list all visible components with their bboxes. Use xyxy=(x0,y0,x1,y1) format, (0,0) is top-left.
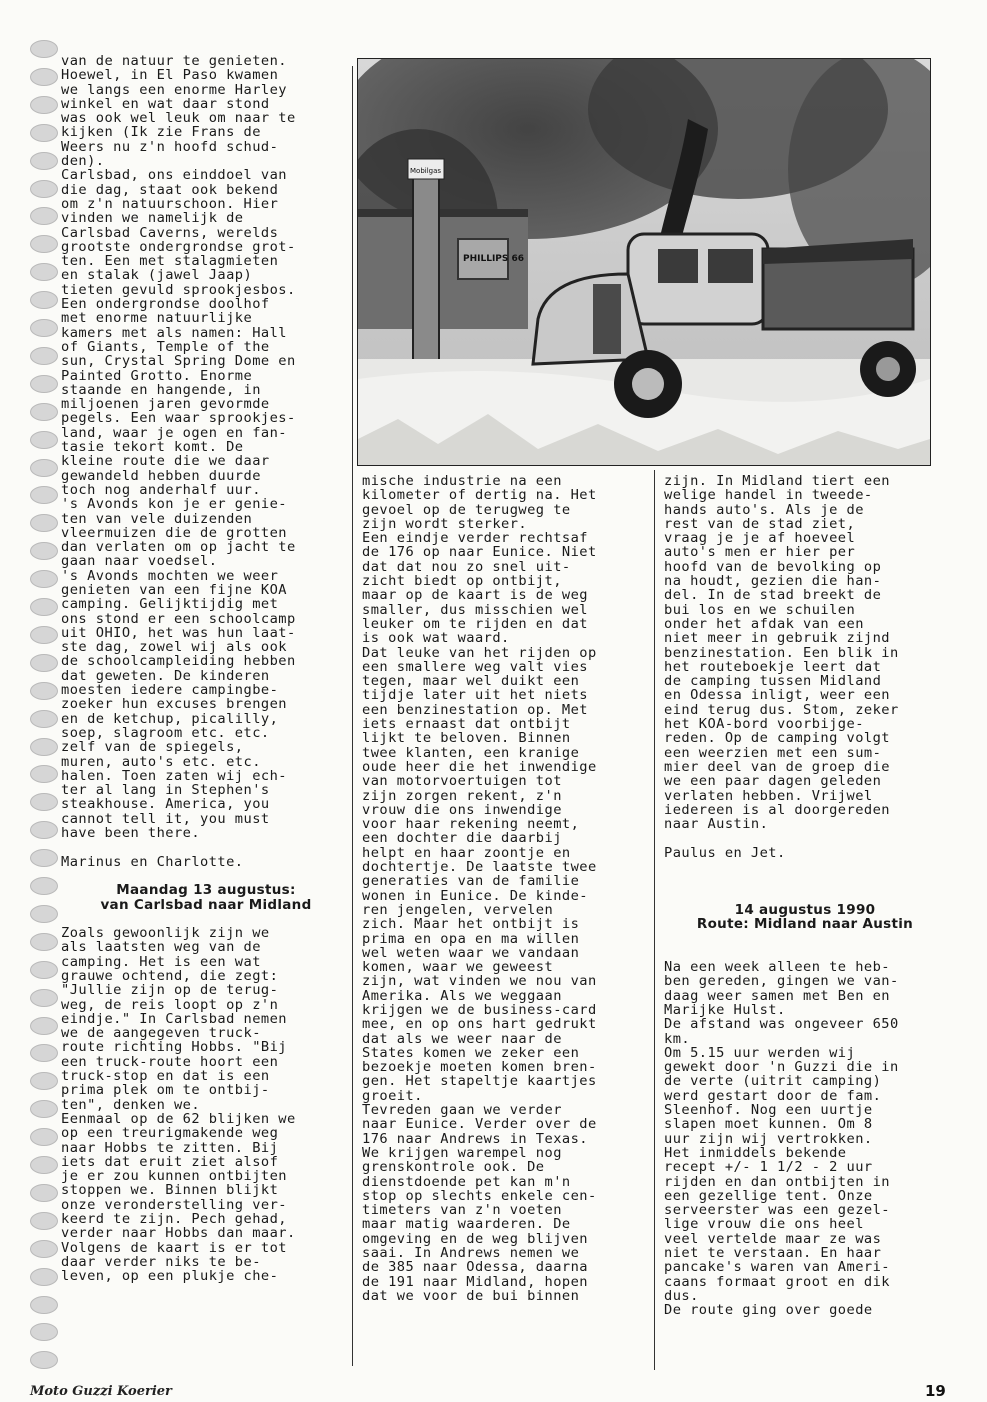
text-line: dat we voor de bui binnen xyxy=(362,1287,580,1304)
text-line: gevoel op de terugweg te xyxy=(362,501,571,518)
text-line: komen, waar we geweest xyxy=(362,959,554,976)
text-line: mische industrie na een xyxy=(362,474,562,489)
sign-phillips: PHILLIPS 66 xyxy=(463,254,525,264)
binding-hole xyxy=(30,570,58,588)
text-line: grenskontrole ook. De xyxy=(362,1159,545,1176)
text-line: recept +/- 1 1/2 - 2 uur xyxy=(664,1159,873,1176)
text-line: camping. Het is een wat xyxy=(61,953,261,970)
text-line: Om 5.15 uur werden wij xyxy=(664,1044,856,1061)
text-line: iets dat eruit ziet alsof xyxy=(61,1153,279,1170)
binding-hole xyxy=(30,1240,58,1258)
blank-line xyxy=(664,874,946,888)
text-line: dat als we weer naar de xyxy=(362,1030,562,1047)
text-line: halen. Toen zaten wij ech- xyxy=(61,767,287,784)
text-line: de 191 naar Midland, hopen xyxy=(362,1273,588,1290)
text-line: muren, auto's etc. etc. xyxy=(61,753,261,770)
text-line: werd gestart door de fam. xyxy=(664,1087,882,1104)
text-line: sun, Crystal Spring Dome en xyxy=(61,353,296,370)
binding-hole xyxy=(30,96,58,114)
text-line: truck-stop en dat is een xyxy=(61,1068,270,1085)
text-line: van motorvoertuigen tot xyxy=(362,773,562,790)
text-line: hands auto's. Als je de xyxy=(664,501,864,518)
binding-hole xyxy=(30,180,58,198)
text-line: welige handel in tweede- xyxy=(664,487,873,504)
text-line: uur zijn wij vertrokken. xyxy=(664,1130,873,1147)
photo-illustration xyxy=(358,59,930,465)
page-number: 19 xyxy=(925,1382,946,1400)
text-line: en Odessa inligt, weer een xyxy=(664,687,890,704)
text-line: tegen, maar wel duikt een xyxy=(362,673,580,690)
text-line: van de natuur te genieten. xyxy=(61,54,287,69)
binding-hole xyxy=(30,626,58,644)
text-line: uit OHIO, het was hun laat- xyxy=(61,624,296,641)
text-line: serveerster was een gezel- xyxy=(664,1202,890,1219)
binding-hole xyxy=(30,1072,58,1090)
text-line: oude heer die het inwendige xyxy=(362,758,597,775)
text-line: een weerzien met een sum- xyxy=(664,744,882,761)
text-line: maar matig waarderen. De xyxy=(362,1216,571,1233)
column-divider-2 xyxy=(654,470,655,1370)
text-line: kilometer of dertig na. Het xyxy=(362,487,597,504)
text-line: wel weten waar we vandaan xyxy=(362,944,580,961)
text-line: Sleenhof. Nog een uurtje xyxy=(664,1102,873,1119)
binding-hole xyxy=(30,514,58,532)
text-line: naar Eunice. Verder over de xyxy=(362,1116,597,1133)
photo-old-truck-gas-station xyxy=(357,58,931,466)
binding-hole xyxy=(30,989,58,1007)
text-line: caans formaat groot en dik xyxy=(664,1273,890,1290)
text-line: Weers nu z'n hoofd schud- xyxy=(61,138,279,155)
text-line: stop op slechts enkele cen- xyxy=(362,1187,597,1204)
spiral-binding xyxy=(22,40,56,1380)
text-line: rijden en dan ontbijten in xyxy=(664,1173,890,1190)
text-line: dat geweten. De kinderen xyxy=(61,667,270,684)
text-line: de schoolcampleiding hebben xyxy=(61,653,296,670)
text-line: kijken (Ik zie Frans de xyxy=(61,124,261,141)
text-line: vraag je je af hoeveel xyxy=(664,530,856,547)
binding-hole xyxy=(30,682,58,700)
binding-hole xyxy=(30,542,58,560)
footer-magazine-title: Moto Guzzi Koerier xyxy=(30,1384,172,1399)
binding-hole xyxy=(30,1017,58,1035)
binding-hole xyxy=(30,152,58,170)
text-line: Na een week alleen te heb- xyxy=(664,959,890,976)
binding-hole xyxy=(30,1044,58,1062)
blank-line xyxy=(61,840,351,854)
text-line: Amerika. Als we weggaan xyxy=(362,987,562,1004)
text-line: steakhouse. America, you xyxy=(61,796,270,813)
binding-hole xyxy=(30,319,58,337)
text-line: bezoekje moeten komen bren- xyxy=(362,1059,597,1076)
text-line: dat dat nou zo snel uit- xyxy=(362,558,571,575)
text-line: moesten iedere campingbe- xyxy=(61,682,279,699)
text-line: generaties van de familie xyxy=(362,873,580,890)
text-line: een smallere weg valt vies xyxy=(362,658,588,675)
text-line: als laatsten weg van de xyxy=(61,939,261,956)
text-line: gewekt door 'n Guzzi die in xyxy=(664,1059,899,1076)
text-line: verder naar Hobbs dan maar. xyxy=(61,1225,296,1242)
text-line: Volgens de kaart is er tot xyxy=(61,1239,287,1256)
binding-hole xyxy=(30,793,58,811)
text-line: prima plek om te ontbij- xyxy=(61,1082,270,1099)
binding-hole xyxy=(30,710,58,728)
text-line: leven, op een plukje che- xyxy=(61,1268,279,1285)
text-line: twee klanten, een kranige xyxy=(362,744,580,761)
text-line: weg, de reis loopt op z'n xyxy=(61,996,279,1013)
text-line: 's Avonds kon je er genie- xyxy=(61,496,287,513)
binding-hole xyxy=(30,961,58,979)
text-line: onder het afdak van een xyxy=(664,615,864,632)
binding-hole xyxy=(30,263,58,281)
binding-hole xyxy=(30,849,58,867)
text-line: camping. Gelijktijdig met xyxy=(61,596,279,613)
text-line: ben gereden, gingen we van- xyxy=(664,973,899,990)
text-line: groeit. xyxy=(362,1087,423,1104)
text-line: een gezellige tent. Onze xyxy=(664,1187,873,1204)
binding-hole xyxy=(30,654,58,672)
text-line: naar Austin. xyxy=(664,816,769,833)
text-line: tijdje later uit het niets xyxy=(362,687,588,704)
column-divider-1 xyxy=(352,66,353,1366)
text-line: pancake's waren van Ameri- xyxy=(664,1259,890,1276)
text-line: Een eindje verder rechtsaf xyxy=(362,530,588,547)
text-line: helpt en haar zoontje en xyxy=(362,844,571,861)
text-line: we de aangegeven truck- xyxy=(61,1025,261,1042)
text-line: del. In de stad breekt de xyxy=(664,587,882,604)
text-line: grootste ondergrondse grot- xyxy=(61,238,296,255)
text-line: 's Avonds mochten we weer xyxy=(61,567,279,584)
text-line: zijn. In Midland tiert een xyxy=(664,474,890,489)
text-line: prima en opa en ma willen xyxy=(362,930,580,947)
text-line: We krijgen warempel nog xyxy=(362,1144,562,1161)
section-heading: 14 augustus 1990 xyxy=(734,901,876,918)
text-line: Het inmiddels bekende xyxy=(664,1144,847,1161)
text-line: de 385 naar Odessa, daarna xyxy=(362,1259,588,1276)
blank-line xyxy=(664,946,946,960)
binding-hole xyxy=(30,40,58,58)
binding-hole xyxy=(30,1100,58,1118)
text-line: genieten van een fijne KOA xyxy=(61,581,287,598)
section-heading: van Carlsbad naar Midland xyxy=(100,896,312,913)
text-line: tasie tekort komt. De xyxy=(61,439,244,456)
text-line: krijgen we de business-card xyxy=(362,1001,597,1018)
text-line: daag weer samen met Ben en xyxy=(664,987,890,1004)
text-line: Painted Grotto. Enorme xyxy=(61,367,253,384)
text-line: om z'n natuurschoon. Hier xyxy=(61,195,279,212)
text-line: kamers met als namen: Hall xyxy=(61,324,287,341)
text-line: Paulus en Jet. xyxy=(664,844,786,861)
text-line: tieten gevuld sprookjesbos. xyxy=(61,281,296,298)
text-line: zijn, wat vinden we nou van xyxy=(362,973,597,990)
binding-hole xyxy=(30,403,58,421)
text-line: gewandeld hebben duurde xyxy=(61,467,261,484)
binding-hole xyxy=(30,765,58,783)
text-line: ste dag, zowel wij als ook xyxy=(61,639,287,656)
text-line: eind terug dus. Stom, zeker xyxy=(664,701,899,718)
text-line: keerd te zijn. Pech gehad, xyxy=(61,1211,287,1228)
text-line: saai. In Andrews nemen we xyxy=(362,1245,580,1262)
binding-hole xyxy=(30,1268,58,1286)
text-line: Carlsbad Caverns, werelds xyxy=(61,224,279,241)
text-line: smaller, dus misschien wel xyxy=(362,601,588,618)
text-line: grauwe ochtend, die zegt: xyxy=(61,968,279,984)
binding-hole xyxy=(30,1296,58,1314)
text-line: auto's men er hier per xyxy=(664,544,856,561)
text-line: mier deel van de groep die xyxy=(664,758,890,775)
blank-line xyxy=(664,889,946,903)
text-column-2 xyxy=(362,474,646,1374)
text-line: cannot tell it, you must xyxy=(61,810,270,827)
text-line: Marinus en Charlotte. xyxy=(61,853,244,870)
text-line: route richting Hobbs. "Bij xyxy=(61,1039,287,1056)
binding-hole xyxy=(30,1351,58,1369)
blank-line xyxy=(664,860,946,874)
text-line: kleine route die we daar xyxy=(61,453,270,470)
text-line: rest van de stad ziet, xyxy=(664,515,856,532)
text-column-1 xyxy=(61,54,351,1364)
text-line: ren jengelen, vervelen xyxy=(362,901,554,918)
text-line: Marijke Hulst. xyxy=(664,1001,786,1018)
text-line: eindje." In Carlsbad nemen xyxy=(61,1010,287,1027)
text-line: bui los en we schuilen xyxy=(664,601,856,618)
text-line: gaan naar voedsel. xyxy=(61,553,218,570)
text-line: je er zou kunnen ontbijten xyxy=(61,1168,287,1185)
binding-hole xyxy=(30,486,58,504)
text-line: vrouw die ons inwendige xyxy=(362,801,562,818)
text-line: onze veronderstelling ver- xyxy=(61,1196,287,1213)
text-line: veel vertelde maar ze was xyxy=(664,1230,882,1247)
text-line: staande en hangende, in xyxy=(61,381,261,398)
text-line: Zoals gewoonlijk zijn we xyxy=(61,925,270,942)
binding-hole xyxy=(30,68,58,86)
text-line: was ook wel leuk om naar te xyxy=(61,110,296,127)
text-line: zelf van de spiegels, xyxy=(61,739,244,756)
text-line: maar op de kaart is de weg xyxy=(362,587,588,604)
text-line: benzinestation. Een blik in xyxy=(664,644,899,661)
text-line: de verte (uitrit camping) xyxy=(664,1073,882,1090)
text-line: km. xyxy=(664,1030,691,1047)
text-line: winkel en wat daar stond xyxy=(61,95,270,112)
text-line: de 176 op naar Eunice. Niet xyxy=(362,544,597,561)
text-line: dan verlaten om op jacht te xyxy=(61,539,296,556)
text-line: ter al lang in Stephen's xyxy=(61,782,270,799)
text-line: en de ketchup, picalilly, xyxy=(61,710,279,727)
text-line: Hoewel, in El Paso kwamen xyxy=(61,67,279,84)
text-line: daar verder niks te be- xyxy=(61,1253,261,1270)
blank-line xyxy=(61,912,351,926)
section-heading: Maandag 13 augustus: xyxy=(116,882,296,899)
binding-hole xyxy=(30,291,58,309)
binding-hole xyxy=(30,821,58,839)
text-line: het routeboekje leert dat xyxy=(664,658,882,675)
text-line: have been there. xyxy=(61,825,201,842)
binding-hole xyxy=(30,933,58,951)
binding-hole xyxy=(30,375,58,393)
text-line: reden. Op de camping volgt xyxy=(664,730,890,747)
text-line: na houdt, gezien die han- xyxy=(664,573,882,590)
text-line: en stalak (jawel Jaap) xyxy=(61,267,253,284)
binding-hole xyxy=(30,877,58,895)
text-line: zicht biedt op ontbijt, xyxy=(362,573,562,590)
text-line: "Jullie zijn op de terug- xyxy=(61,982,279,999)
binding-hole xyxy=(30,235,58,253)
text-line: niet te verstaan. En haar xyxy=(664,1245,882,1262)
text-line: iedereen is al doorgereden xyxy=(664,801,890,818)
binding-hole xyxy=(30,459,58,477)
text-line: een benzinestation op. Met xyxy=(362,701,588,718)
binding-hole xyxy=(30,738,58,756)
text-line: timeters van z'n voeten xyxy=(362,1202,562,1219)
binding-hole xyxy=(30,347,58,365)
text-line: een dochter die daarbij xyxy=(362,830,562,847)
text-line: naar Hobbs te zitten. Bij xyxy=(61,1139,279,1156)
text-line: gen. Het stapeltje kaartjes xyxy=(362,1073,597,1090)
binding-hole xyxy=(30,1212,58,1230)
text-line: dienstdoende pet kan m'n xyxy=(362,1173,571,1190)
text-line: slapen moet kunnen. Om 8 xyxy=(664,1116,873,1133)
text-line: leuker om te rijden en dat xyxy=(362,615,588,632)
text-line: hoofd van de bevolking op xyxy=(664,558,882,575)
blank-line xyxy=(61,869,351,883)
text-line: vleermuizen die de grotten xyxy=(61,524,287,541)
text-line: zijn zorgen rekent, z'n xyxy=(362,787,562,804)
text-column-3 xyxy=(664,474,946,1374)
binding-hole xyxy=(30,905,58,923)
text-line: Dat leuke van het rijden op xyxy=(362,644,597,661)
text-line: vinden we namelijk de xyxy=(61,210,244,227)
text-line: zijn wordt sterker. xyxy=(362,515,528,532)
text-line: mee, en op ons hart gedrukt xyxy=(362,1016,597,1033)
text-line: we langs een enorme Harley xyxy=(61,81,287,98)
blank-line xyxy=(664,932,946,946)
text-line: de camping tussen Midland xyxy=(664,673,882,690)
binding-hole xyxy=(30,1323,58,1341)
text-line: dochtertje. De laatste twee xyxy=(362,859,597,876)
text-line: omgeving en de weg blijven xyxy=(362,1230,588,1247)
text-line: Carlsbad, ons einddoel van xyxy=(61,167,287,184)
text-line: die dag, staat ook bekend xyxy=(61,181,279,198)
text-line: De route ging over goede xyxy=(664,1302,873,1319)
text-line: toch nog anderhalf uur. xyxy=(61,481,261,498)
text-line: met enorme natuurlijke xyxy=(61,310,253,327)
text-line: dus. xyxy=(664,1287,699,1304)
text-line: zich. Maar het ontbijt is xyxy=(362,916,580,933)
text-line: Een ondergrondse doolhof xyxy=(61,296,270,313)
text-line: op een treurigmakende weg xyxy=(61,1125,279,1142)
text-line: soep, slagroom etc. etc. xyxy=(61,724,270,741)
text-line: miljoenen jaren gevormde xyxy=(61,396,270,413)
text-line: ten", denken we. xyxy=(61,1096,201,1113)
binding-hole xyxy=(30,1156,58,1174)
sign-mobilgas: Mobilgas xyxy=(410,167,442,175)
section-heading: Route: Midland naar Austin xyxy=(696,916,914,933)
binding-hole xyxy=(30,207,58,225)
text-line: De afstand was ongeveer 650 xyxy=(664,1016,899,1033)
blank-line xyxy=(664,831,946,845)
text-line: stoppen we. Binnen blijkt xyxy=(61,1182,279,1199)
text-line: Tevreden gaan we verder xyxy=(362,1102,562,1119)
text-line: den). xyxy=(61,153,105,170)
text-line: of Giants, Temple of the xyxy=(61,338,270,355)
text-line: een truck-route hoort een xyxy=(61,1053,279,1070)
text-line: land, waar je ogen en fan- xyxy=(61,424,287,441)
binding-hole xyxy=(30,431,58,449)
binding-hole xyxy=(30,598,58,616)
text-line: wonen in Eunice. De kinde- xyxy=(362,887,588,904)
text-line: States komen we zeker een xyxy=(362,1044,580,1061)
text-line: 176 naar Andrews in Texas. xyxy=(362,1130,588,1147)
binding-hole xyxy=(30,1128,58,1146)
text-line: lige vrouw die ons heel xyxy=(664,1216,864,1233)
text-line: niet meer in gebruik zijnd xyxy=(664,630,890,647)
text-line: voor haar rekening neemt, xyxy=(362,816,580,833)
text-line: zoeker hun excuses brengen xyxy=(61,696,287,713)
text-line: is ook wat waard. xyxy=(362,630,510,647)
text-line: we een paar dagen geleden xyxy=(664,773,882,790)
text-line: iets ernaast dat ontbijt xyxy=(362,716,571,733)
text-line: het KOA-bord voorbijge- xyxy=(664,716,864,733)
text-line: Eenmaal op de 62 blijken we xyxy=(61,1110,296,1127)
text-line: ten. Een met stalagmieten xyxy=(61,253,279,270)
text-line: lijkt te beloven. Binnen xyxy=(362,730,571,747)
text-line: ten van vele duizenden xyxy=(61,510,253,527)
text-line: ons stond er een schoolcamp xyxy=(61,610,296,627)
text-line: verlaten hebben. Vrijwel xyxy=(664,787,873,804)
binding-hole xyxy=(30,124,58,142)
text-line: pegels. Een waar sprookjes- xyxy=(61,410,296,427)
binding-hole xyxy=(30,1184,58,1202)
